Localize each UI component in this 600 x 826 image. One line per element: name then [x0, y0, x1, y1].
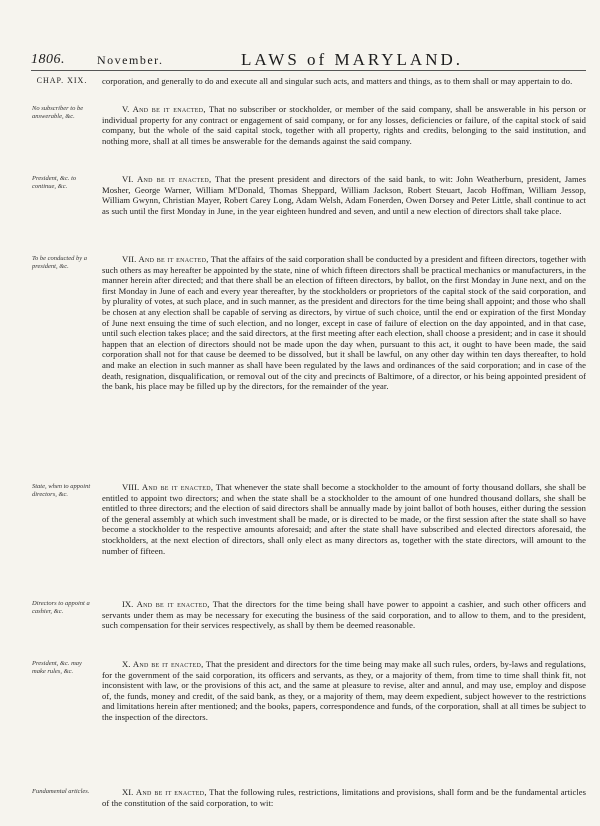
chapter-label: CHAP. XIX.	[36, 76, 88, 85]
section-viii	[102, 482, 586, 556]
page-header	[31, 50, 586, 72]
section-vii	[102, 254, 586, 392]
margin-note-viii: State, when to appoint directors, &c.	[32, 483, 91, 498]
enacting-clause: And be it enacted,	[135, 787, 207, 797]
margin-note-x: President, &c. may make rules, &c.	[32, 660, 82, 675]
header-rule	[31, 70, 586, 71]
section-number: XI.	[122, 787, 134, 797]
enacting-clause: And be it enacted,	[141, 482, 214, 492]
section-xi	[102, 787, 586, 808]
section-text: That the president and directors for the time being may make all such rules, orders, by-laws and regulations, for the government of the said corporation, its officers and servants, as they, or a majority of them, from time to time shall think fit, not inconsistent with law, or the provisions of this act, and the same at pleasure to revise, alter and annul, and may use, employ and dispose of, the funds, money and credit, of the said bank, as they, or a majority of them, may deem expedient, subject however to the restrictions and limitations herein after mentioned; and the books, papers, correspondence and funds, of the corporation, shall at all times be subject to the inspection of the directors.	[102, 659, 586, 722]
section-number: VIII.	[122, 482, 140, 492]
section-text: That whenever the state shall become a stockholder to the amount of forty thousand dollars, she shall be entitled to appoint two directors; and when the state shall be a stockholder to the amount of one hundred thousand dollars, she shall be entitled to three directors; and the election of said directors shall be annually made by joint ballot of both houses, either during the session of the general assembly at which such investment shall be made, or is directed to be made, or the first session after the state shall so have become a stockholder to the respective amounts aforesaid; and after the state shall have subscribed and elected directors aforesaid, the stockholders, at the next election of directors, shall only elect as many directors as, together with the state directors, will amount to the number of fifteen.	[102, 482, 587, 556]
section-number: VI.	[122, 174, 134, 184]
section-x	[102, 659, 586, 723]
section-text: That the affairs of the said corporation shall be conducted by a president and fifteen directors, together with such others as may hereafter be appointed by the state, nine of which fifteen directors shall be practical mechanics or manufacturers, in the manner herein after directed; and that there shall be an election of fifteen directors, by ballot, on the first Monday in June next, and on the first Monday in June of each and every year thereafter, by the stockholders or proprietors of the capital stock of the said corporation, and by plurality of votes, at such place, and in such manner, as the president and directors for the time being shall appoint; and those who shall be chosen at any election shall be capable of serving as directors, by virtue of such choice, until the end or expiration of the first Monday of June next ensuing the time of such election, and no longer, except in case of failure of election on the day appointed, and in that case, until such election takes place; and the said directors, at the first meeting after each election, shall choose a president; and in case it should happen that an election of directors should not be made upon the day when, pursuant to this act, it ought to have been made, the said corporation shall not for that cause be deemed to be dissolved, but it shall be lawful, on any other day within ten days thereafter, to hold and make an election in such manner as shall have been regulated by the laws and ordinances of the said corporation; and in case of the death, resignation, disqualification, or removal out of the city and precincts of Baltimore, of a director, or his being appointed president of the bank, his place may be filled up by the directors, for the remainder of the year.	[102, 254, 587, 392]
enacting-clause: And be it enacted,	[137, 174, 212, 184]
margin-note-ix: Directors to appoint a cashier, &c.	[32, 600, 90, 615]
section-text: That the directors for the time being shall have power to appoint a cashier, and such other officers and servants under them as may be necessary for executing the business of the said corporation, and to allow to them, and to the president, such compensation for their services respectively, as shall by them be deemed reasonable.	[102, 599, 587, 631]
section-number: VII.	[122, 254, 137, 264]
enacting-clause: And be it enacted,	[136, 599, 210, 609]
section-text: That no subscriber or stockholder, or member of the said company, shall be answerable in his person or individual property for any contract or engagement of said company, or for any losses, deficiencies or failure, of the capital stock of said company, but the whole of the said capital stock, together with all property, rights and credits, belonging to the said institution, and nothing more, shall at all times be answerable for the demands against the said company.	[102, 104, 587, 146]
header-year: 1806.	[31, 52, 65, 67]
section-ix	[102, 599, 586, 631]
enacting-clause: And be it enacted,	[132, 659, 204, 669]
section-vi	[102, 174, 586, 216]
enacting-clause: And be it enacted,	[132, 104, 206, 114]
section-v	[102, 104, 586, 146]
section-number: IX.	[122, 599, 134, 609]
section-text: corporation, and generally to do and execute all and singular such acts, and matters and things, as to them shall or may appertain to do.	[102, 76, 573, 86]
margin-note-vi: President, &c. to continue, &c.	[32, 175, 77, 190]
header-month: November.	[97, 53, 164, 67]
margin-note-vii: To be conducted by a president, &c.	[32, 255, 87, 270]
section-number: V.	[122, 104, 130, 114]
enacting-clause: And be it enacted,	[138, 254, 209, 264]
section-number: X.	[122, 659, 131, 669]
margin-note-xi: Fundamental articles.	[32, 788, 90, 795]
margin-note-v: No subscriber to be answerable, &c.	[32, 105, 84, 120]
section-text: That the following rules, restrictions, limitations and provisions, shall form and be the fundamental articles of the constitution of the said corporation, to wit:	[102, 787, 587, 808]
section-text: That the present president and directors of the said bank, to wit: John Weatherburn, president, James Mosher, George Warner, William M'Donald, Thomas Sheppard, William Jackson, Robert Steuart, Jacob Hoffman, William Jessop, William Gwynn, Christian Mayer, Robert Carey Long, Adam Welsh, Adam Fonerden, Owen Dorsey and Peter Little, shall continue to act as such until the first Monday in June, in the year eighteen hundred and seven, and until a new election of directors shall take place.	[102, 174, 586, 216]
section-continuation	[102, 76, 586, 87]
header-title: LAWS of MARYLAND.	[241, 50, 463, 69]
